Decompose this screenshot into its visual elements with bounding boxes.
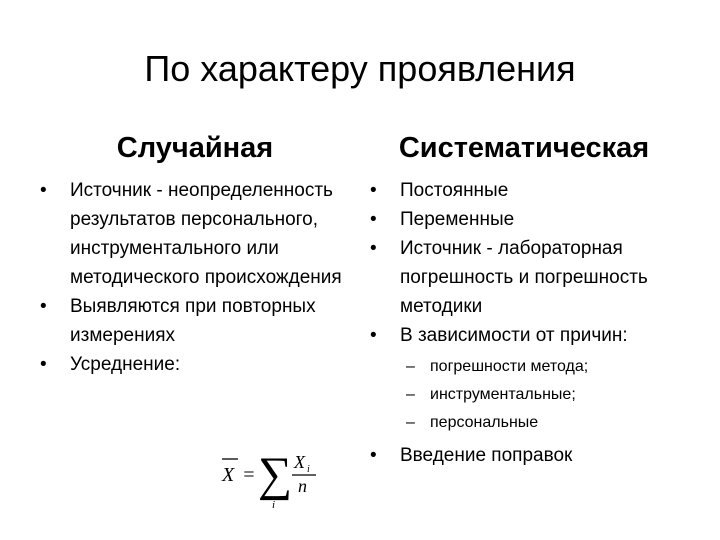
denominator: n	[298, 476, 307, 496]
sub-list-item	[400, 409, 686, 437]
sub-list-item	[400, 381, 686, 409]
formula-equals: =	[242, 464, 256, 486]
list-item	[36, 292, 356, 350]
bullet-text: Выявляются при повторных измерениях	[70, 296, 316, 346]
sub-list-item	[400, 353, 686, 381]
list-item	[36, 176, 356, 292]
list-item	[366, 441, 686, 470]
mean-formula	[218, 446, 322, 510]
bullet-marker: •	[40, 180, 47, 201]
bullet-marker: •	[370, 445, 377, 466]
list-item	[366, 205, 686, 234]
systematic-bullet-list	[366, 176, 686, 470]
slide-title: По характеру проявления	[144, 48, 576, 89]
formula-lhs: X	[222, 464, 235, 486]
bullet-text: Переменные	[400, 209, 515, 230]
heading-systematic: Систематическая	[398, 132, 650, 164]
heading-random: Случайная	[116, 132, 274, 164]
dash-marker: –	[406, 414, 415, 431]
bullet-text: Введение поправок	[400, 445, 573, 466]
sub-item-text: погрешности метода;	[430, 358, 589, 375]
sub-item-text: персональные	[430, 414, 539, 431]
bullet-text: Постоянные	[400, 180, 509, 201]
list-item	[36, 350, 356, 379]
bullet-marker: •	[40, 354, 47, 375]
bullet-marker: •	[40, 296, 47, 317]
bullet-text: Источник - лабораторная погрешность и погрешность методики	[400, 238, 648, 317]
bullet-text: Усреднение:	[70, 354, 181, 375]
numerator-subscript: i	[307, 464, 310, 475]
bullet-text: Источник - неопределенность результатов персонального, инструментального или методического происхождения	[70, 180, 342, 288]
dash-marker: –	[406, 358, 415, 375]
bullet-marker: •	[370, 180, 377, 201]
bullet-marker: •	[370, 325, 377, 346]
sub-list	[400, 353, 686, 437]
mean-formula-graphic	[218, 446, 322, 510]
numerator: X	[294, 452, 305, 472]
list-item	[366, 321, 686, 437]
sub-item-text: инструментальные;	[430, 386, 576, 403]
random-bullet-list	[36, 176, 356, 379]
dash-marker: –	[406, 386, 415, 403]
bullet-text: В зависимости от причин:	[400, 325, 628, 346]
sum-sign: ∑	[258, 448, 293, 501]
bullet-marker: •	[370, 238, 377, 259]
sum-index: i	[272, 499, 276, 510]
list-item	[366, 176, 686, 205]
list-item	[366, 234, 686, 321]
bullet-marker: •	[370, 209, 377, 230]
